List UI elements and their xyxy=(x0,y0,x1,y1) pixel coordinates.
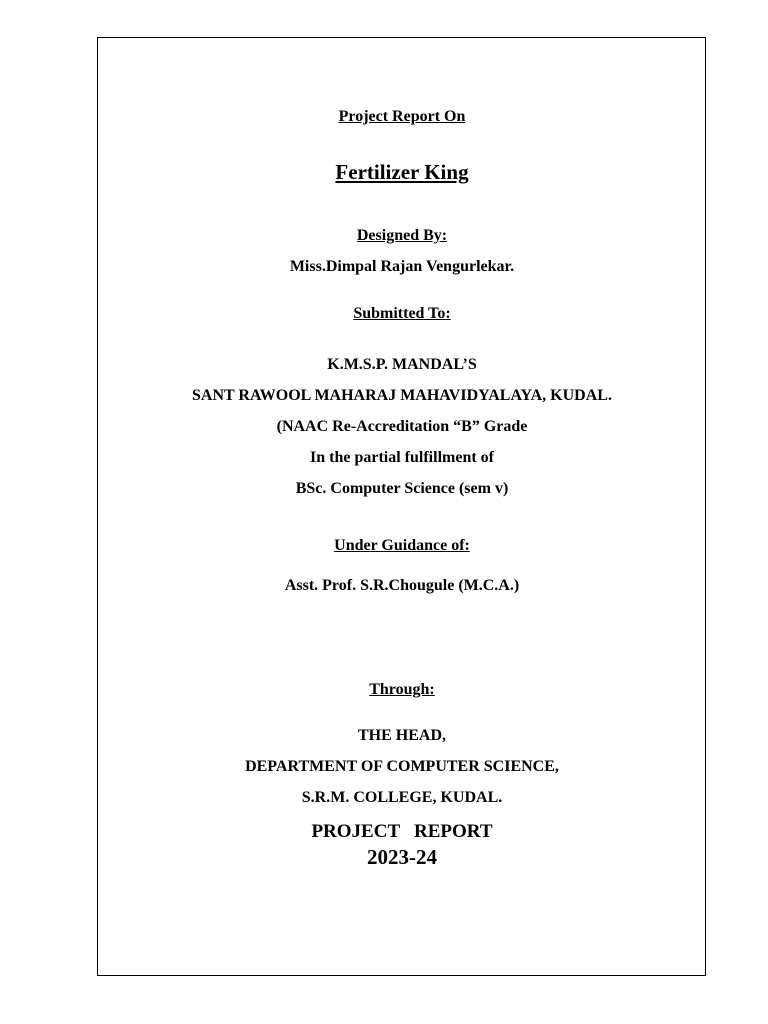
footer-label: PROJECT REPORT xyxy=(311,821,493,842)
submitted-to-label: Submitted To: xyxy=(353,305,451,322)
institution-line-4: In the partial fulfillment of xyxy=(310,449,494,466)
institution-line-2: SANT RAWOOL MAHARAJ MAHAVIDYALAYA, KUDAL. xyxy=(192,387,612,404)
through-line-2: DEPARTMENT OF COMPUTER SCIENCE, xyxy=(245,758,559,775)
project-title: Fertilizer King xyxy=(335,160,469,184)
through-line-3: S.R.M. COLLEGE, KUDAL. xyxy=(301,789,503,806)
guide-name: Asst. Prof. S.R.Chougule (M.C.A.) xyxy=(284,577,520,594)
institution-line-5: BSc. Computer Science (sem v) xyxy=(295,480,509,497)
report-year: 2023-24 xyxy=(367,845,437,869)
designed-by-label: Designed By: xyxy=(356,227,448,244)
report-heading: Project Report On xyxy=(338,108,466,125)
institution-line-3: (NAAC Re-Accreditation “B” Grade xyxy=(276,418,528,435)
institution-line-1: K.M.S.P. MANDAL’S xyxy=(327,356,477,373)
through-label: Through: xyxy=(369,681,435,698)
designer-name: Miss.Dimpal Rajan Vengurlekar. xyxy=(289,258,515,275)
guidance-label: Under Guidance of: xyxy=(334,537,470,554)
through-line-1: THE HEAD, xyxy=(357,727,446,744)
